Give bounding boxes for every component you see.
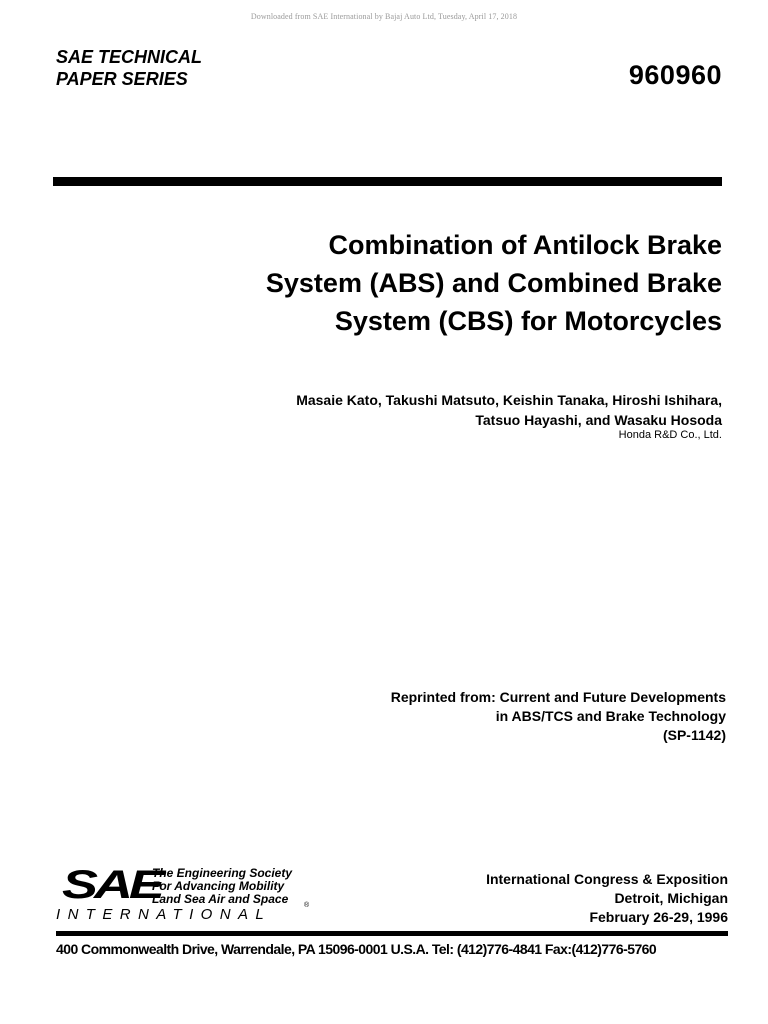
event-line-3: February 26-29, 1996 (589, 909, 728, 925)
title-line-1: Combination of Antilock Brake (328, 230, 722, 260)
download-watermark: Downloaded from SAE International by Bajaj Auto Ltd, Tuesday, April 17, 2018 (250, 12, 518, 21)
authors (162, 390, 722, 430)
registered-mark: ® (304, 902, 310, 909)
series-line-1: SAE TECHNICAL (56, 47, 203, 67)
authors-line-1: Masaie Kato, Takushi Matsuto, Keishin Tanaka, Hiroshi Ishihara, (296, 392, 722, 408)
authors-line-2: Tatsuo Hayashi, and Wasaku Hosoda (475, 412, 722, 428)
paper-number: 960960 (628, 60, 722, 90)
sae-logo-international: INTERNATIONAL (56, 906, 272, 923)
reprint-notice (246, 688, 726, 745)
tagline-line-2: For Advancing Mobility (152, 879, 285, 893)
event-line-1: International Congress & Exposition (486, 871, 728, 887)
tagline-line-1: The Engineering Society (152, 866, 293, 880)
affiliation: Honda R&D Co., Ltd. (618, 429, 722, 441)
sae-logo (56, 863, 316, 926)
event-info (408, 870, 728, 927)
reprint-line-2: in ABS/TCS and Brake Technology (495, 708, 726, 724)
bottom-rule (56, 931, 728, 936)
reprint-line-3: (SP-1142) (662, 727, 726, 743)
series-label (56, 46, 202, 90)
paper-title (162, 226, 722, 340)
sae-logo-mark: SAE (62, 863, 161, 907)
sae-logo-tagline (152, 867, 292, 906)
sae-address: 400 Commonwealth Drive, Warrendale, PA 15096-0001 U.S.A. Tel: (412)776-4841 Fax:(412)776-5760 (56, 941, 657, 957)
title-line-3: System (CBS) for Motorcycles (334, 306, 722, 336)
title-line-2: System (ABS) and Combined Brake (265, 268, 722, 298)
series-line-2: PAPER SERIES (56, 69, 188, 89)
top-rule (53, 177, 722, 186)
tagline-line-3: Land Sea Air and Space (152, 892, 289, 906)
event-line-2: Detroit, Michigan (614, 890, 728, 906)
reprint-line-1: Reprinted from: Current and Future Developments (390, 689, 726, 705)
